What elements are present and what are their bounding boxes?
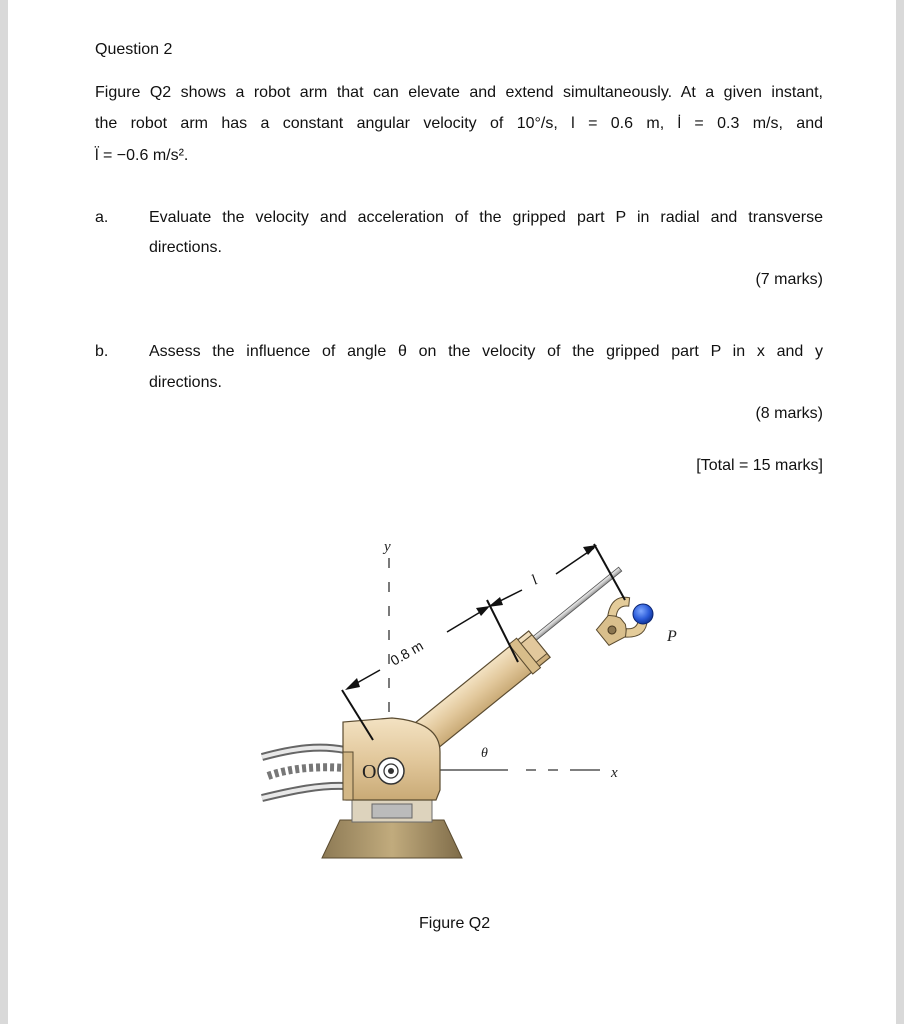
shoulder-side-plate — [343, 752, 353, 800]
label-o: O — [362, 761, 377, 783]
dim-08-arrowhead-left — [345, 678, 360, 690]
label-08-m: 0.8 m — [387, 637, 426, 669]
document-page — [8, 0, 896, 1024]
intro-line-1: Figure Q2 shows a robot arm that can elevate and extend simultaneously. At a given instant, — [95, 84, 823, 101]
label-p: P — [667, 628, 677, 645]
part-a-line-1: Evaluate the velocity and acceleration of the gripped part P in radial and transverse — [149, 209, 823, 226]
label-theta: θ — [481, 746, 488, 761]
figure-caption: Figure Q2 — [419, 915, 491, 932]
label-l: l — [529, 572, 541, 589]
coil-spring — [268, 767, 345, 776]
part-b-line-1: Assess the influence of angle θ on the velocity of the gripped part P in x and y — [149, 343, 823, 360]
dim-l-arrowhead-left — [488, 597, 503, 607]
question-heading: Question 2 — [95, 41, 173, 58]
part-b-line-2: directions. — [149, 374, 222, 391]
part-a-marks: (7 marks) — [755, 271, 823, 288]
intro-line-2: the robot arm has a constant angular velocity of 10°/s, l = 0.6 m, l̇ = 0.3 m/s, and — [95, 115, 823, 132]
intro-line-3: l̈ = −0.6 m/s². — [95, 147, 189, 164]
total-marks: [Total = 15 marks] — [696, 457, 823, 474]
robot-arm-figure — [8, 0, 896, 1024]
part-b-label: b. — [95, 343, 109, 360]
pivot-center-dot — [388, 768, 394, 774]
part-b-marks: (8 marks) — [755, 405, 823, 422]
label-x: x — [611, 765, 618, 781]
pedestal — [322, 820, 462, 858]
part-a-label: a. — [95, 209, 109, 226]
gripper-jaw-upper — [603, 592, 633, 620]
part-p-ball — [633, 604, 653, 624]
part-a-line-2: directions. — [149, 239, 222, 256]
dim-08-arrowhead-right — [476, 606, 490, 616]
pedestal-shaft — [372, 804, 412, 818]
label-y: y — [384, 539, 391, 555]
